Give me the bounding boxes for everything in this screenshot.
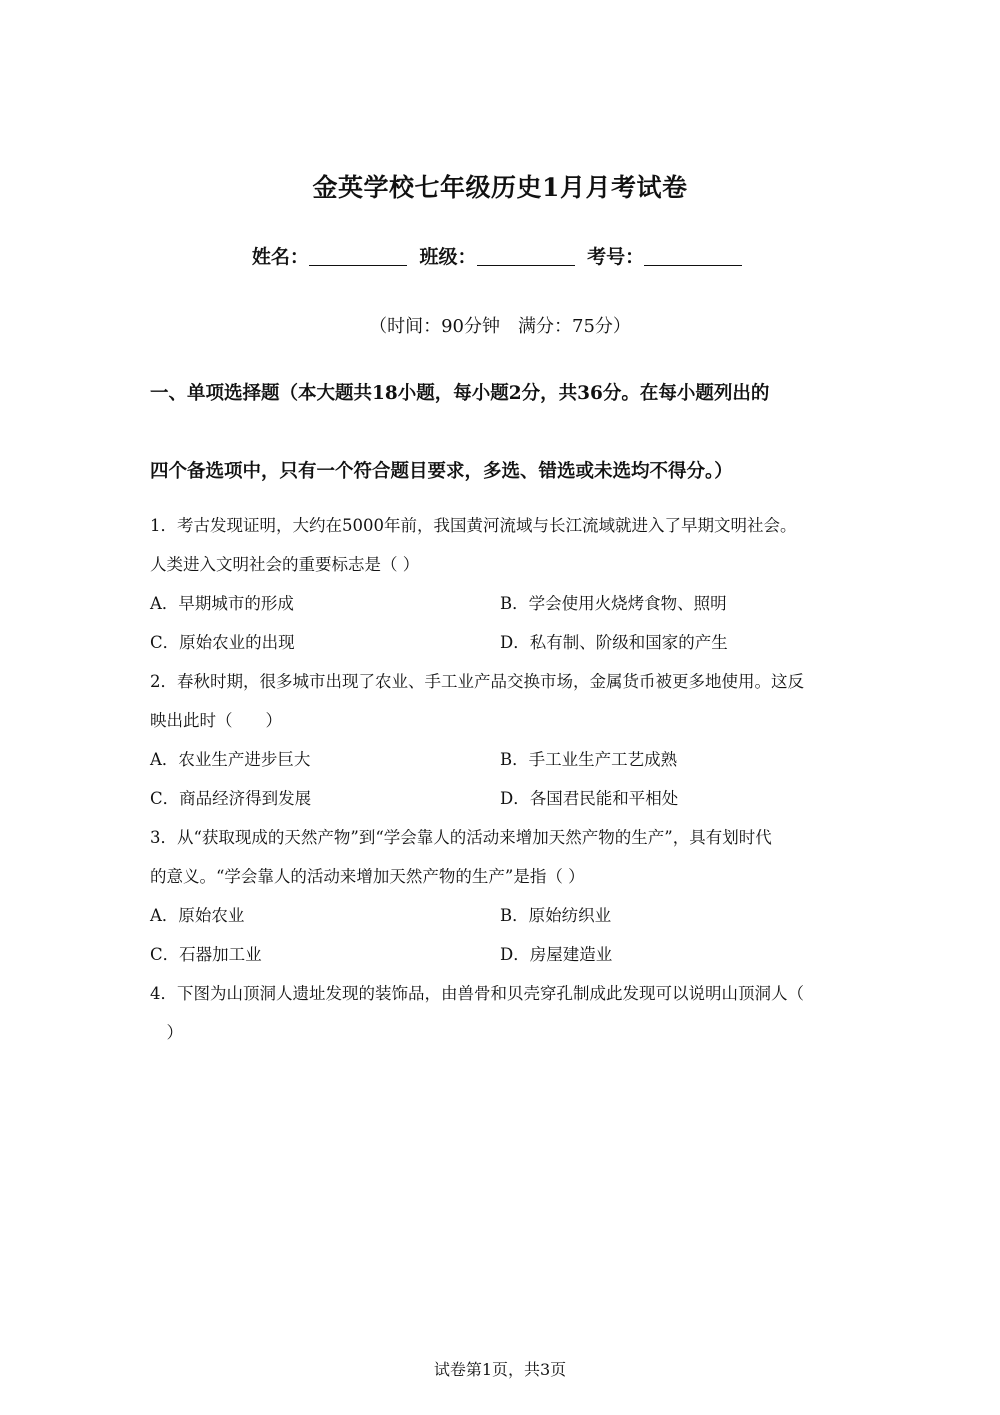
question-2-line1: 2．春秋时期，很多城市出现了农业、手工业产品交换市场，金属货币被更多地使用。这反 (150, 672, 804, 691)
question-3-line1: 3．从“获取现成的天然产物”到“学会靠人的活动来增加天然产物的生产”，具有划时代 (150, 828, 772, 847)
time-info: （时间：90分钟 满分：75分） (369, 316, 631, 337)
question-2-option-d: D．各国君民能和平相处 (500, 789, 679, 808)
name-blank[interactable] (309, 247, 407, 266)
question-1-option-c: C．原始农业的出现 (150, 633, 295, 652)
question-3-option-a: A．原始农业 (150, 906, 245, 925)
question-1-line1: 1．考古发现证明，大约在5000年前，我国黄河流域与长江流域就进入了早期文明社会。 (150, 516, 797, 535)
question-3-line2: 的意义。“学会靠人的活动来增加天然产物的生产”是指（ ） (150, 867, 585, 886)
question-1-option-a: A．早期城市的形成 (150, 594, 294, 613)
question-1-option-d: D．私有制、阶级和国家的产生 (500, 633, 728, 652)
name-label: 姓名： (251, 246, 309, 268)
question-2-line2: 映出此时（ ） (150, 711, 282, 730)
question-2-option-b: B．手工业生产工艺成熟 (500, 750, 678, 769)
question-4-line1: 4．下图为山顶洞人遗址发现的装饰品，由兽骨和贝壳穿孔制成此发现可以说明山顶洞人（ (150, 984, 804, 1003)
section-heading-line2: 四个备选项中，只有一个符合题目要求，多选、错选或未选均不得分。） (150, 461, 733, 482)
class-blank[interactable] (477, 247, 575, 266)
question-3-option-b: B．原始纺织业 (500, 906, 612, 925)
question-4-line2: ） (150, 1023, 183, 1042)
question-3-option-c: C．石器加工业 (150, 945, 262, 964)
number-label: 考号： (587, 246, 645, 268)
class-label: 班级： (419, 246, 477, 268)
section-heading-line1: 一、单项选择题（本大题共18小题，每小题2分，共36分。在每小题列出的 (150, 383, 770, 404)
page-footer: 试卷第1页，共3页 (433, 1360, 567, 1379)
number-blank[interactable] (644, 247, 742, 266)
question-1-option-b: B．学会使用火烧烤食物、照明 (500, 594, 727, 613)
student-info (0, 242, 1000, 269)
question-1-line2: 人类进入文明社会的重要标志是（ ） (150, 555, 420, 574)
question-3-option-d: D．房屋建造业 (500, 945, 613, 964)
question-2-option-a: A．农业生产进步巨大 (150, 750, 311, 769)
question-2-option-c: C．商品经济得到发展 (150, 789, 312, 808)
exam-title: 金英学校七年级历史1月月考试卷 (312, 173, 688, 202)
